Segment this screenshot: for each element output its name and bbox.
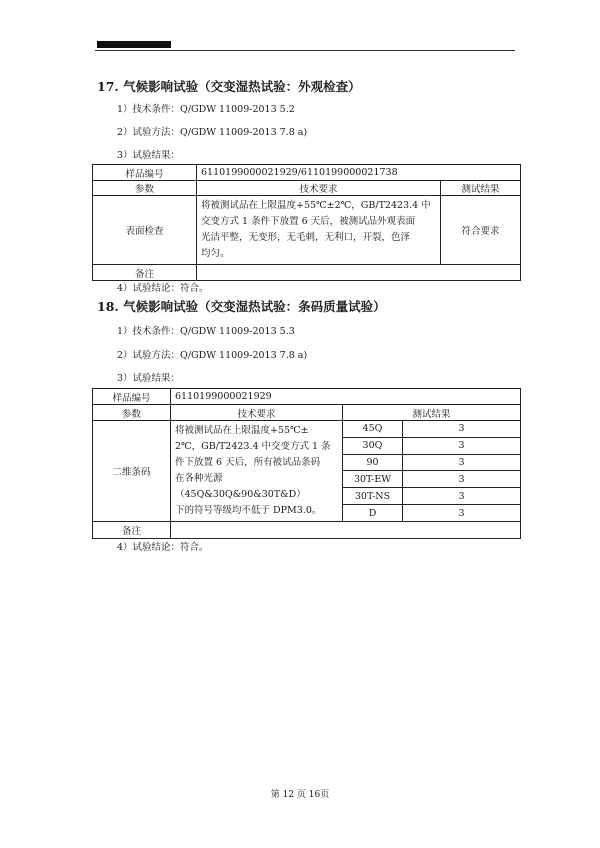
section-18-conclusion: 4）试验结论：符合。 [117, 542, 209, 553]
section-18-tech-condition: 1）技术条件：Q/GDW 11009-2013 5.3 [117, 326, 295, 337]
requirement-line: 光洁平整，无变形，无毛刺，无利口，开裂，色泽 [201, 232, 411, 243]
light-source: 45Q [343, 421, 403, 438]
header-result: 测试结果 [441, 181, 521, 196]
symbol-grade: 3 [403, 488, 521, 505]
section-17-conclusion: 4）试验结论：符合。 [117, 283, 209, 294]
section-18-test-method: 2）试验方法：Q/GDW 11009-2013 7.8 a) [117, 350, 308, 361]
requirement-line: 2℃，GB/T2423.4 中交变方式 1 条 [175, 441, 331, 452]
header-requirement: 技术要求 [197, 181, 441, 196]
table-header-row [93, 405, 521, 421]
requirement-line: 在各种光源（45Q&30Q&90&30T&D） [175, 473, 306, 500]
param-cell: 二维条码 [93, 421, 171, 522]
symbol-grade: 3 [403, 437, 521, 454]
section-18-result-label: 3）试验结果： [117, 373, 181, 384]
requirement-line: 件下放置 6 天后，所有被试品条码 [175, 457, 321, 468]
section-18-title: 18. 气候影响试验（交变湿热试验：条码质量试验） [97, 299, 386, 314]
redacted-header-mark [97, 41, 171, 48]
remark-value [171, 522, 521, 539]
light-source: 30Q [343, 437, 403, 454]
light-source: 30T-NS [343, 488, 403, 505]
table-row [93, 165, 521, 181]
result-cell: 符合要求 [441, 196, 521, 265]
requirement-line: 下的符号等级均不低于 DPM3.0。 [175, 505, 322, 516]
section-17-tech-condition: 1）技术条件：Q/GDW 11009-2013 5.2 [117, 104, 295, 115]
table-row [93, 196, 521, 265]
remark-value [197, 265, 521, 281]
section-17-test-method: 2）试验方法：Q/GDW 11009-2013 7.8 a) [117, 127, 308, 138]
requirement-line: 交变方式 1 条件下放置 6 天后，被测试品外观表面 [201, 216, 416, 227]
symbol-grade: 3 [403, 454, 521, 471]
param-cell: 表面检查 [93, 196, 197, 265]
table-row [93, 389, 521, 405]
requirement-cell [197, 196, 441, 265]
header-param: 参数 [93, 181, 197, 196]
light-source: 90 [343, 454, 403, 471]
requirement-cell [171, 421, 343, 522]
section-17-result-label: 3）试验结果： [117, 150, 181, 161]
sample-no-value: 6110199000021929 [171, 389, 521, 405]
page-number-footer: 第 12 页 16页 [270, 790, 330, 800]
symbol-grade: 3 [403, 505, 521, 522]
table-header-row [93, 181, 521, 196]
header-result: 测试结果 [343, 405, 521, 421]
sample-no-value: 6110199000021929/6110199000021738 [197, 165, 521, 181]
requirement-line: 将被测试品在上限温度+55℃±2℃，GB/T2423.4 中 [201, 200, 431, 211]
remark-label: 备注 [93, 522, 171, 539]
sample-no-label: 样品编号 [93, 389, 171, 405]
table-row [93, 421, 521, 438]
section-18-results-table [92, 388, 521, 539]
requirement-line: 均匀。 [201, 248, 230, 259]
symbol-grade: 3 [403, 471, 521, 488]
table-row [93, 522, 521, 539]
header-requirement: 技术要求 [171, 405, 343, 421]
table-row [93, 265, 521, 281]
sample-no-label: 样品编号 [93, 165, 197, 181]
header-rule [95, 50, 515, 51]
header-param: 参数 [93, 405, 171, 421]
symbol-grade: 3 [403, 421, 521, 438]
light-source: 30T-EW [343, 471, 403, 488]
light-source: D [343, 505, 403, 522]
section-17-results-table [92, 164, 521, 281]
requirement-line: 将被测试品在上限温度+55℃± [175, 425, 309, 436]
remark-label: 备注 [93, 265, 197, 281]
section-17-title: 17. 气候影响试验（交变湿热试验：外观检查） [97, 79, 361, 94]
